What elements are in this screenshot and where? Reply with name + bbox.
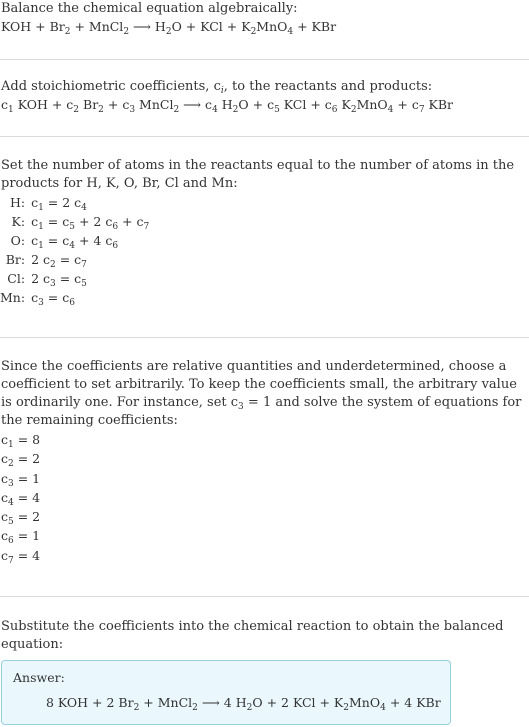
coefficient-value: $c_1 = 8$ bbox=[1, 432, 41, 450]
balance-equation: $c_1 = c_4 + 4$ $c_6$ bbox=[31, 233, 119, 251]
element-label: Cl: bbox=[7, 271, 26, 286]
balance-equation: $c_1 = c_5 + 2$ $c_6 + c_7$ bbox=[31, 214, 150, 232]
coefficient-value: $c_4 = 4$ bbox=[1, 489, 41, 508]
coefficient-solutions bbox=[0, 430, 529, 565]
element-label: K: bbox=[11, 214, 26, 229]
element-label: O: bbox=[10, 233, 26, 248]
coefficient-value: $c_6 = 1$ bbox=[1, 528, 41, 547]
balance-equation: 2 $c_3 = c_5$ bbox=[31, 271, 87, 289]
step5-intro: Substitute the coefficients into the chemical reaction to obtain the balanced equation: bbox=[1, 619, 504, 652]
coefficient-value: $c_5 = 2$ bbox=[1, 509, 41, 528]
element-label: Br: bbox=[5, 252, 26, 267]
balance-row bbox=[0, 269, 149, 288]
divider bbox=[0, 59, 529, 60]
divider bbox=[0, 136, 529, 137]
balanced-equation: 8 KOH + 2 $Br_2$ + MnCl$_2$ ⟶ 4 $H_2O + 2$ KCl + $K_2MnO_4 + 4$ KBr bbox=[46, 695, 441, 713]
answer-label: Answer: bbox=[13, 670, 65, 685]
balance-equation: 2 $c_2 = c_7$ bbox=[31, 252, 87, 270]
balance-equation: $c_3 = c_6$ bbox=[31, 290, 75, 308]
unbalanced-equation: KOH + $Br_2$ + MnCl$_2$ ⟶ $H_2O$ + KCl + $K_2MnO_4$ + KBr bbox=[1, 19, 337, 37]
step2-intro: Add stoichiometric coefficients, $c_i$, to the reactants and products: bbox=[1, 79, 433, 96]
step1-intro: Balance the chemical equation algebraically: bbox=[1, 1, 298, 16]
element-label: H: bbox=[9, 195, 26, 210]
step3-intro: Set the number of atoms in the reactants equal to the number of atoms in the products for H, K, O, Br, Cl and Mn: bbox=[1, 158, 515, 191]
coefficient-value: $c_7 = 4$ bbox=[1, 547, 41, 566]
divider bbox=[0, 596, 529, 597]
balance-equation: $c_1 = 2$ $c_4$ bbox=[31, 195, 87, 213]
step4-intro: Since the coefficients are relative quantities and underdetermined, choose a coefficient to set arbitrarily. To keep the coefficients small, the arbitrary value is ordinarily one. For instance, set $c_3 = 1$ and solve the system of equations for the remaining coefficients: bbox=[1, 359, 522, 428]
divider bbox=[0, 337, 529, 338]
atom-balance-system bbox=[0, 193, 149, 307]
balance-row bbox=[0, 231, 149, 250]
coefficient-value: $c_2 = 2$ bbox=[1, 451, 41, 470]
balance-row bbox=[0, 212, 149, 231]
coefficient-value: $c_3 = 1$ bbox=[1, 470, 41, 489]
element-label: Mn: bbox=[0, 290, 26, 305]
balance-row bbox=[0, 193, 149, 212]
balance-row bbox=[0, 250, 149, 269]
answer-box bbox=[1, 660, 451, 725]
balance-row bbox=[0, 288, 149, 307]
coefficient-equation: $c_1$ KOH + $c_2$ $Br_2 + c_3$ MnCl$_2$ ⟶ $c_4$ $H_2O + c_5$ KCl + $c_6$ $K_2MnO_4 + c_7$ KBr bbox=[1, 97, 454, 115]
